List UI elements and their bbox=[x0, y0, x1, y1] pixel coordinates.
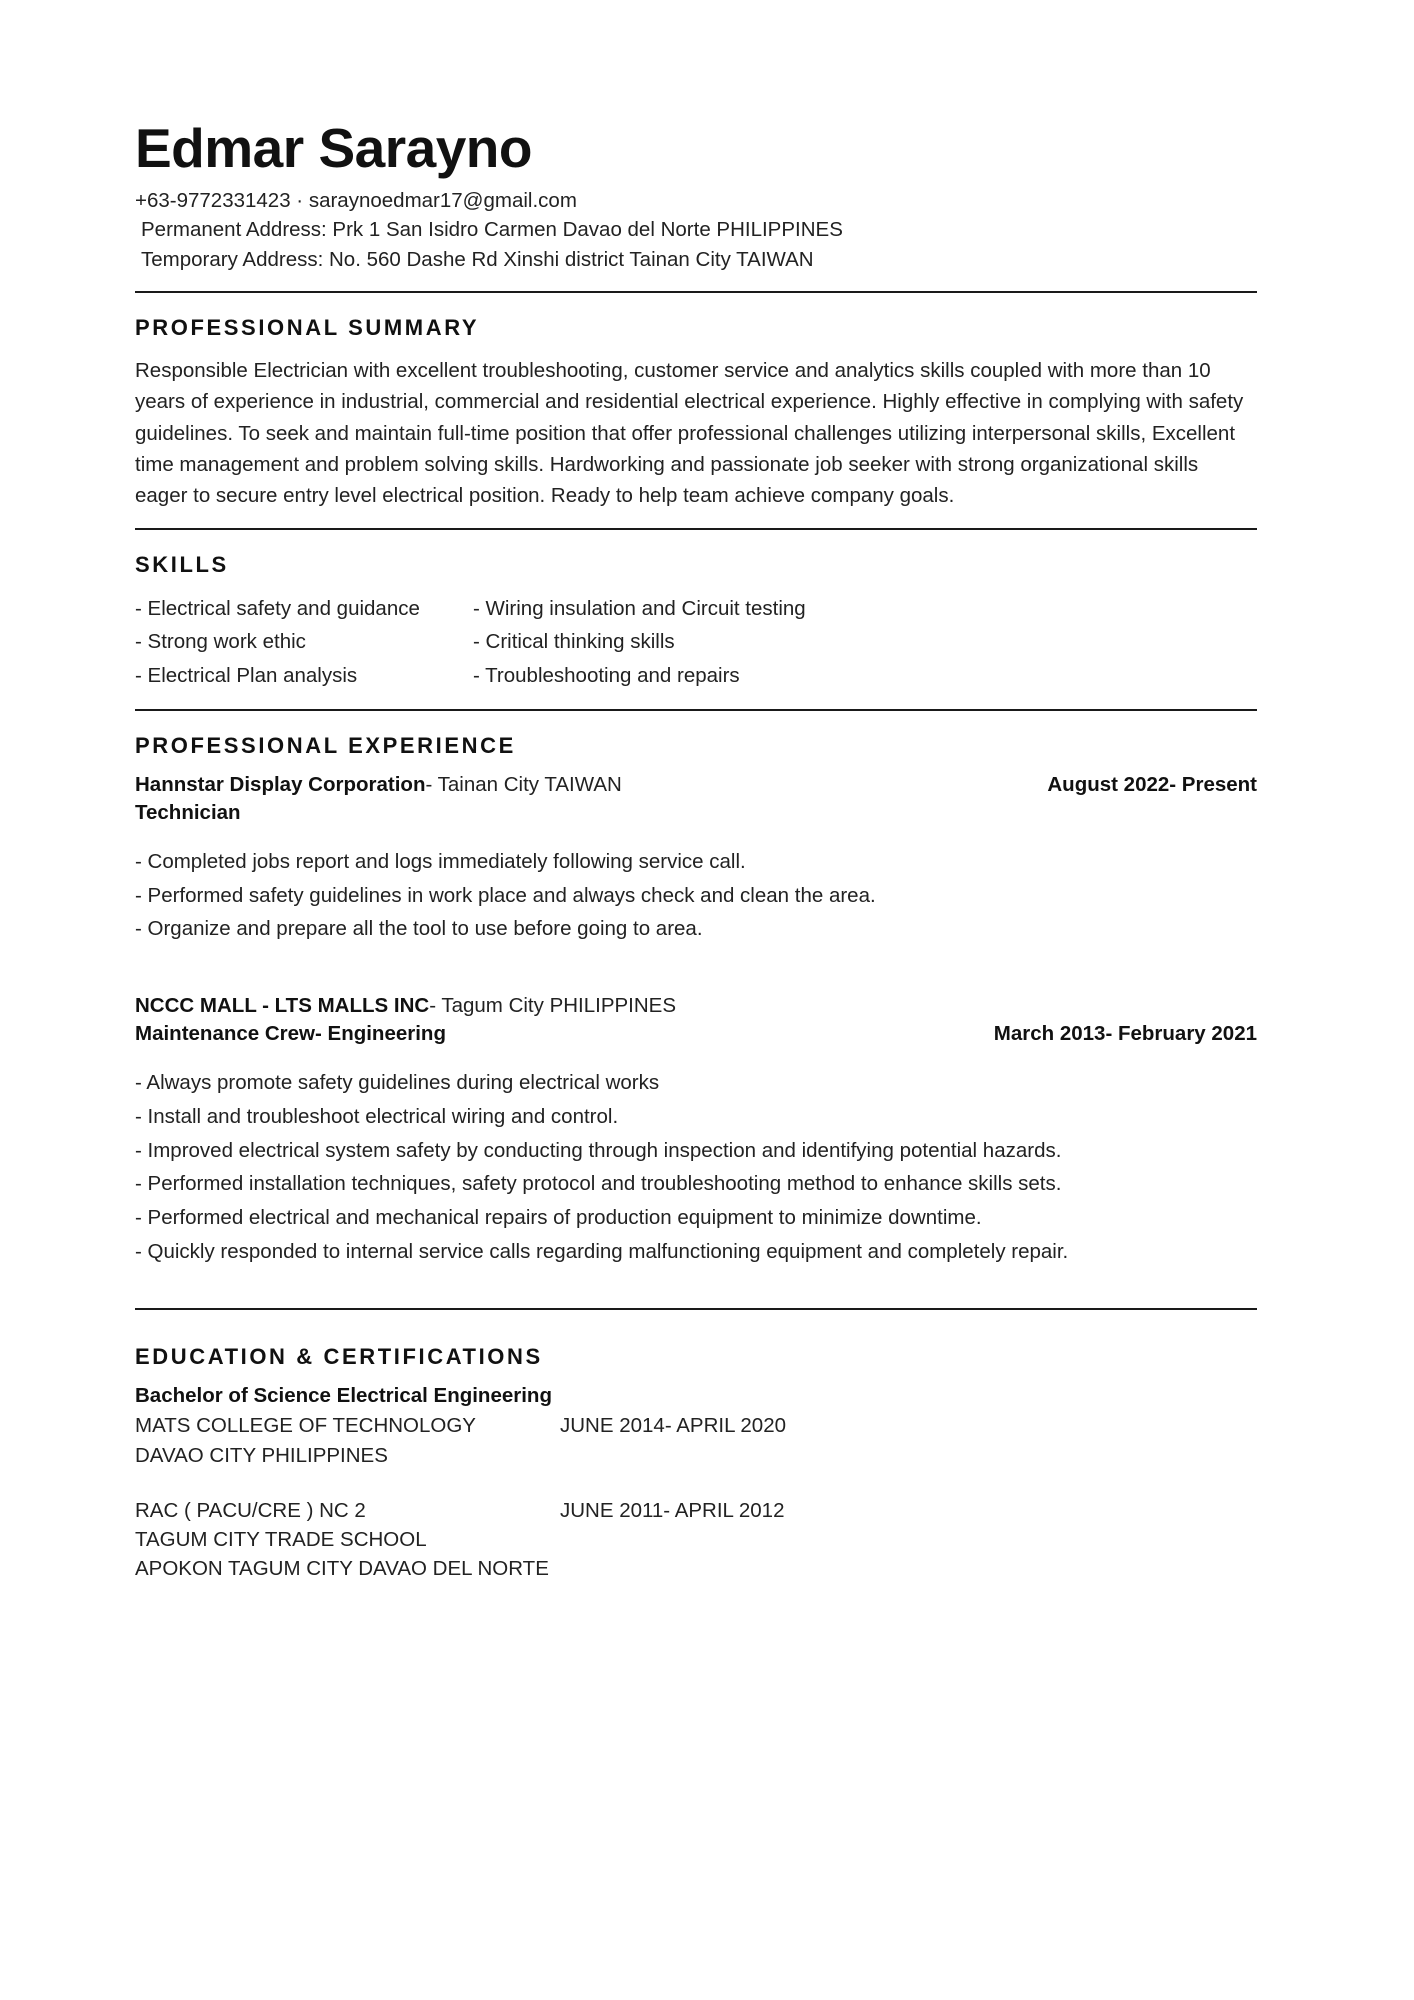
skills-column-left bbox=[135, 592, 473, 693]
skill-item: - Electrical safety and guidance bbox=[135, 596, 420, 620]
section-professional-experience bbox=[135, 733, 1279, 1268]
experience-date: March 2013- February 2021 bbox=[993, 1022, 1257, 1046]
education-location: DAVAO CITY PHILIPPINES bbox=[135, 1443, 388, 1467]
experience-divider bbox=[135, 1308, 1257, 1310]
experience-entry bbox=[135, 994, 1279, 1268]
experience-header bbox=[135, 994, 1257, 1018]
skill-item: - Wiring insulation and Circuit testing bbox=[473, 596, 806, 620]
education-spacer bbox=[135, 1470, 1279, 1496]
experience-location: - Tagum City PHILIPPINES bbox=[429, 994, 677, 1018]
bullet-item: - Performed installation techniques, safety protocol and troubleshooting method to enhance skills sets. bbox=[135, 1172, 1062, 1196]
header-divider bbox=[135, 291, 1257, 293]
skills-column-right bbox=[473, 592, 806, 693]
experience-company: NCCC MALL - LTS MALLS INC bbox=[135, 994, 430, 1018]
skill-item: - Electrical Plan analysis bbox=[135, 664, 358, 688]
section-skills bbox=[135, 552, 1279, 693]
education-school: RAC ( PACU/CRE ) NC 2 bbox=[135, 1498, 366, 1522]
bullet-item: - Quickly responded to internal service calls regarding malfunctioning equipment and completely repair. bbox=[135, 1239, 1069, 1263]
bullet-item: - Organize and prepare all the tool to use before going to area. bbox=[135, 917, 703, 941]
candidate-name: Edmar Sarayno bbox=[135, 117, 533, 179]
bullet-item: - Performed electrical and mechanical repairs of production equipment to minimize downtime. bbox=[135, 1206, 982, 1230]
experience-bullets bbox=[135, 1066, 1279, 1268]
education-date: JUNE 2014- APRIL 2020 bbox=[560, 1414, 787, 1438]
experience-date: August 2022- Present bbox=[1047, 773, 1257, 796]
experience-spacer bbox=[135, 946, 1279, 990]
bullet-item: - Install and troubleshoot electrical wiring and control. bbox=[135, 1104, 619, 1128]
section-title-education: EDUCATION & CERTIFICATIONS bbox=[135, 1344, 543, 1370]
bullet-item: - Performed safety guidelines in work place and always check and clean the area. bbox=[135, 883, 876, 907]
experience-role: Technician bbox=[135, 801, 241, 824]
resume-header bbox=[135, 117, 1279, 275]
education-entry bbox=[135, 1496, 1279, 1583]
education-row bbox=[135, 1496, 1279, 1525]
skill-item: - Troubleshooting and repairs bbox=[473, 664, 740, 688]
experience-bullets bbox=[135, 845, 1279, 946]
experience-company-line bbox=[135, 773, 622, 797]
experience-company-line bbox=[135, 994, 676, 1018]
experience-role-row bbox=[135, 1022, 1257, 1046]
experience-location: - Tainan City TAIWAN bbox=[425, 773, 622, 796]
education-school: MATS COLLEGE OF TECHNOLOGY bbox=[135, 1414, 476, 1438]
education-row bbox=[135, 1411, 1279, 1440]
skill-item: - Critical thinking skills bbox=[473, 630, 675, 654]
summary-text: Responsible Electrician with excellent troubleshooting, customer service and analytics skills coupled with more than 10 years of experience in industrial, commercial and residential electrical experience. Highly effective in complying with safety guidelines. To seek and maintain full-time position that offer professional challenges utilizing interpersonal skills, Excellent time management and problem solving skills. Hardworking and passionate job seeker with strong organizational skills eager to secure entry level electrical position. Ready to help team achieve company goals. bbox=[135, 358, 1244, 508]
experience-entry bbox=[135, 773, 1279, 946]
experience-role: Maintenance Crew- Engineering bbox=[135, 1022, 446, 1046]
education-date: JUNE 2011- APRIL 2012 bbox=[560, 1498, 785, 1522]
bullet-item: - Improved electrical system safety by conducting through inspection and identifying potential hazards. bbox=[135, 1138, 1062, 1162]
section-title-experience: PROFESSIONAL EXPERIENCE bbox=[135, 733, 516, 758]
section-title-skills: SKILLS bbox=[135, 551, 229, 577]
experience-header bbox=[135, 773, 1257, 797]
skills-grid bbox=[135, 592, 1279, 693]
education-institution: TAGUM CITY TRADE SCHOOL bbox=[135, 1527, 427, 1551]
temporary-address: Temporary Address: No. 560 Dashe Rd Xinshi district Tainan City TAIWAN bbox=[141, 248, 814, 272]
education-entry bbox=[135, 1384, 1279, 1469]
skills-divider bbox=[135, 709, 1257, 711]
section-professional-summary bbox=[135, 315, 1279, 512]
bullet-item: - Completed jobs report and logs immediately following service call. bbox=[135, 850, 746, 873]
summary-divider bbox=[135, 528, 1257, 530]
section-education bbox=[135, 1344, 1279, 1583]
skill-item: - Strong work ethic bbox=[135, 630, 306, 654]
section-title-summary: PROFESSIONAL SUMMARY bbox=[135, 314, 480, 340]
education-degree: Bachelor of Science Electrical Engineering bbox=[135, 1384, 552, 1408]
contact-line: +63-9772331423 · saraynoedmar17@gmail.com bbox=[135, 188, 577, 212]
education-location: APOKON TAGUM CITY DAVAO DEL NORTE bbox=[135, 1556, 549, 1580]
bullet-item: - Always promote safety guidelines during electrical works bbox=[135, 1071, 660, 1095]
experience-company: Hannstar Display Corporation bbox=[135, 773, 426, 796]
permanent-address: Permanent Address: Prk 1 San Isidro Carmen Davao del Norte PHILIPPINES bbox=[141, 218, 843, 242]
